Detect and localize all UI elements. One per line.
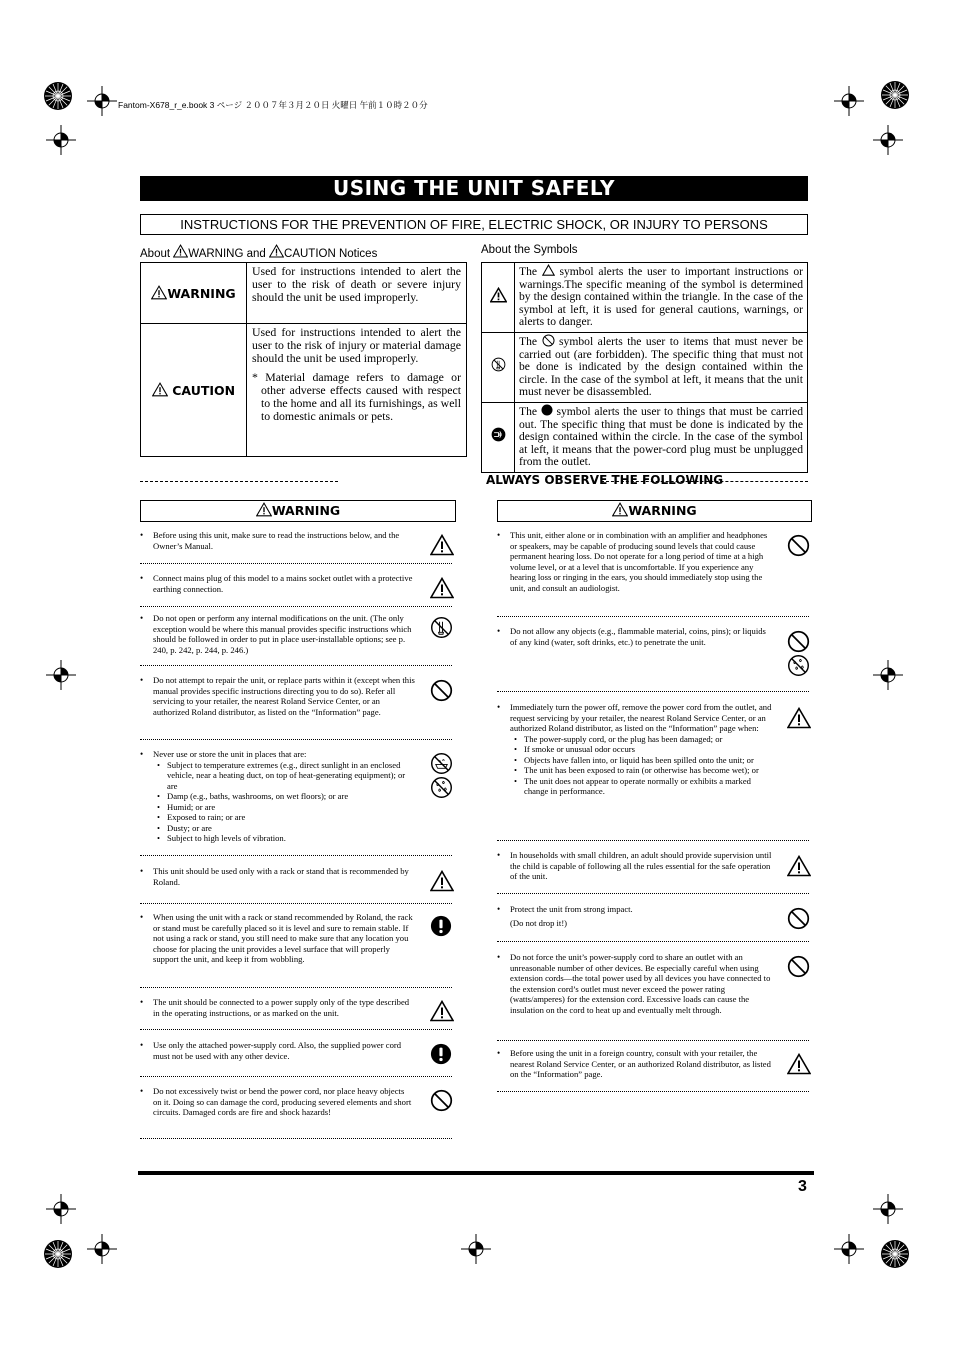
warning-sub-item: • Objects have fallen into, or liquid has been spilled onto the unit; or [510, 755, 772, 766]
print-header: Fantom-X678_r_e.book 3 ページ ２００７年３月２０日 火曜日 午前１０時２０分 [118, 100, 428, 110]
warning-description: Used for instructions intended to alert the user to the risk of death or severe injury should the unit be used improperly. [247, 263, 467, 324]
warning-sub-item: • Subject to temperature extremes (e.g., direct sunlight in an enclosed vehicle, near a heating duct, on top of heat-generating equipment); or are [153, 760, 415, 792]
warning-sub-item: • If smoke or unusual odor occurs [510, 744, 772, 755]
caution-triangle-icon [430, 1000, 454, 1022]
warning-sub-item: • The unit has been exposed to rain (or otherwise has become wet); or [510, 765, 772, 776]
warning-item-text [153, 675, 415, 717]
warning-item-main-text: The unit should be connected to a power supply only of the type described in the operating instructions, or as marked on the unit. [153, 997, 410, 1018]
no-disassembly-icon [430, 616, 453, 639]
warning-item-text [510, 904, 772, 928]
registration-crosshair [873, 1194, 903, 1224]
warning-item-main-text: Immediately turn the power off, remove the power cord from the outlet, and request servicing by your retailer, the nearest Roland Service Center, or an authorized Roland distributor, as listed on the “Information” page when: [510, 702, 772, 733]
warning-sub-item: • Dusty; or are [153, 823, 415, 834]
warning-item-text [153, 749, 415, 844]
warning-item-text [153, 1086, 415, 1118]
item-separator [140, 1029, 452, 1030]
symbols-table [481, 262, 808, 473]
caution-footnote: * Material damage refers to damage or other adverse effects caused with respect to the home and all its furnishings, as well to domestic animals or pets. [252, 370, 461, 423]
bullet: • [140, 573, 144, 583]
symbols-heading: About the Symbols [481, 244, 578, 256]
prohibited-icon [430, 1089, 453, 1112]
bullet: • [497, 952, 501, 962]
bullet: • [140, 1086, 144, 1096]
warning-item-text [153, 613, 415, 655]
no-disassembly-icon [491, 357, 506, 372]
registration-crosshair [87, 86, 117, 116]
prohibited-icon [430, 679, 453, 702]
registration-star-mark [880, 80, 910, 110]
bullet: • [497, 904, 501, 914]
warning-sub-item: • Subject to high levels of vibration. [153, 833, 415, 844]
bullet: • [140, 530, 144, 540]
warning-sub-list [510, 734, 772, 797]
registration-crosshair [873, 660, 903, 690]
warning-sub-item: • The unit does not appear to operate normally or exhibits a marked change in performance. [510, 776, 772, 797]
symbol-mandatory-description: The symbol alerts the user to things that must be carried out. The specific thing that must be done is indicated by the design contained within the circle. In the case of the symbol at left, it means that the power-cord plug must be unplugged from the outlet. [515, 402, 808, 472]
registration-crosshair [46, 660, 76, 690]
caution-triangle-icon [430, 534, 454, 556]
page-number: 3 [798, 1178, 807, 1195]
always-observe-divider [140, 473, 808, 489]
warning-item-main-text: Connect mains plug of this model to a mains socket outlet with a protective earthing connection. [153, 573, 413, 594]
item-separator [140, 903, 452, 904]
warning-item-text [510, 530, 772, 593]
registration-crosshair [46, 1194, 76, 1224]
caution-triangle-icon [430, 577, 454, 599]
bullet: • [497, 1048, 501, 1058]
item-separator [497, 1091, 809, 1092]
warning-item-text [153, 530, 415, 551]
bullet: • [140, 749, 144, 759]
bullet: • [140, 675, 144, 685]
warning-item-main-text: Do not allow any objects (e.g., flammable material, coins, pins); or liquids of any kind (water, soft drinks, etc.) to penetrate the unit. [510, 626, 766, 647]
prohibited-icon [787, 630, 810, 653]
warning-item-main-text: Never use or store the unit in places that are: [153, 749, 307, 759]
item-separator [140, 987, 452, 988]
item-separator [497, 616, 809, 617]
warning-item-text [510, 850, 772, 882]
warning-triangle-icon [256, 502, 272, 517]
caution-label-cell: CAUTION [141, 324, 247, 457]
warning-item-text [510, 702, 772, 797]
mandatory-action-icon [430, 1043, 452, 1065]
item-separator [140, 855, 452, 856]
general-caution-icon [490, 287, 507, 303]
right-warning-header: WARNING [497, 500, 812, 522]
warning-item-text [510, 952, 772, 1015]
warning-item-main-text: This unit, either alone or in combination with an amplifier and headphones or speakers, may be capable of producing sound levels that could cause permanent hearing loss. Do not operate for a long period of time at a high volume level, or at a level that is uncomfortable. If you experience any hearing loss or ringing in the ears, you should immediately stop using the unit, and consult an audiologist. [510, 530, 768, 593]
warning-item-main-text: This unit should be used only with a rack or stand that is recommended by Roland. [153, 866, 409, 887]
warning-sub-item: • The power-supply cord, or the plug has been damaged; or [510, 734, 772, 745]
warning-triangle-icon [612, 502, 628, 517]
warning-item-text [153, 912, 415, 965]
always-observe-heading: ALWAYS OBSERVE THE FOLLOWING [486, 473, 724, 487]
warning-item-text [153, 997, 415, 1018]
registration-star-mark [43, 1239, 73, 1269]
caution-triangle-icon [787, 707, 811, 729]
unplug-icon [491, 427, 506, 442]
registration-crosshair [87, 1234, 117, 1264]
bullet: • [497, 702, 501, 712]
symbol-prohibited-description: The symbol alerts the user to items that must never be carried out (are forbidden). The specific thing that must not be done is indicated by the design contained within the circle. In the case of the symbol at left, it means that the unit must never be disassembled. [515, 332, 808, 402]
triangle-icon [542, 264, 555, 276]
caution-triangle-icon [152, 382, 168, 397]
warning-sub-item: • Exposed to rain; or are [153, 812, 415, 823]
symbol-triangle-description: The symbol alerts the user to important instructions or warnings.The specific meaning of the symbol is determined by the design contained within the triangle. In the case of the symbol at left, it is used for general cautions, warnings, or alerts to danger. [515, 263, 808, 333]
left-warning-header: WARNING [140, 500, 456, 522]
warning-item-main-text: When using the unit with a rack or stand recommended by Roland, the rack or stand must be carefully placed so it is level and sure to remain stable. If not using a rack or stand, you still need to make sure that any location you choose for placing the unit provides a level surface that will properly support the unit, and keep it from wobbling. [153, 912, 413, 964]
prohibited-icon [787, 907, 810, 930]
footer-rule [138, 1171, 814, 1175]
warning-item-main-text: Before using this unit, make sure to read the instructions below, and the Owner’s Manual. [153, 530, 400, 551]
caution-triangle-icon [787, 1053, 811, 1075]
item-separator [497, 941, 809, 942]
prohibited-icon [787, 534, 810, 557]
warning-item-main-text: Do not excessively twist or bend the power cord, nor place heavy objects on it. Doing so can damage the cord, producing severed elements and short circuits. Damaged cords are fire and shock hazards! [153, 1086, 412, 1117]
warning-item-text [153, 1040, 415, 1061]
registration-star-mark [43, 81, 73, 111]
warning-item-main-text: Before using the unit in a foreign country, consult with your retailer, the nearest Roland Service Center, or an authorized Roland distributor, as listed on the “Information” page. [510, 1048, 771, 1079]
warning-triangle-icon [151, 285, 167, 300]
item-separator [140, 1138, 452, 1139]
prohibited-icon [542, 334, 555, 347]
warning-item-extra: (Do not drop it!) [510, 917, 568, 928]
item-separator [497, 893, 809, 894]
bullet: • [140, 912, 144, 922]
notices-heading: About WARNING and CAUTION Notices [140, 244, 377, 260]
caution-triangle-icon [787, 855, 811, 877]
item-separator [140, 1076, 452, 1077]
registration-crosshair [873, 125, 903, 155]
page-subtitle: INSTRUCTIONS FOR THE PREVENTION OF FIRE, ELECTRIC SHOCK, OR INJURY TO PERSONS [140, 214, 808, 235]
bullet: • [140, 997, 144, 1007]
filled-circle-icon [541, 404, 553, 416]
item-separator [140, 665, 452, 666]
warning-item-main-text: Do not open or perform any internal modifications on the unit. (The only exception would be where this manual provides specific instructions which should be followed in order to put in place user-installable options; see p. 240, p. 242, p. 244, p. 246.) [153, 613, 412, 655]
warning-sub-item: • Damp (e.g., baths, washrooms, on wet floors); or are [153, 791, 415, 802]
caution-description: Used for instructions intended to alert the user to the risk of injury or material damage should the unit be used improperly. * Material damage refers to damage or other adverse effects caused with respect to the home and all its furnishings, as well to domestic animals or pets. [247, 324, 467, 457]
warning-item-main-text: Protect the unit from strong impact. [510, 904, 633, 914]
item-separator [140, 606, 452, 607]
caution-triangle-icon [269, 244, 284, 258]
warning-item-text [510, 626, 772, 647]
registration-crosshair [834, 1234, 864, 1264]
registration-crosshair [834, 86, 864, 116]
no-wet-location-icon [430, 752, 453, 775]
no-water-icon [787, 654, 810, 677]
bullet: • [497, 626, 501, 636]
warning-label-cell: WARNING [141, 263, 247, 324]
item-separator [140, 739, 452, 740]
warning-item-text [153, 573, 415, 594]
warning-item-main-text: Use only the attached power-supply cord. Also, the supplied power cord must not be used with any other device. [153, 1040, 402, 1061]
warning-sub-item: • Humid; or are [153, 802, 415, 813]
warning-item-text [153, 866, 415, 887]
page-title: USING THE UNIT SAFELY [140, 176, 808, 201]
item-separator [140, 563, 452, 564]
prohibited-icon [787, 955, 810, 978]
warning-item-text [510, 1048, 772, 1080]
caution-triangle-icon [430, 870, 454, 892]
notices-table [140, 262, 467, 457]
registration-crosshair [46, 125, 76, 155]
warning-item-main-text: In households with small children, an adult should provide supervision until the child is capable of following all the rules essential for the safe operation of the unit. [510, 850, 772, 881]
registration-crosshair [461, 1234, 491, 1264]
bullet: • [140, 613, 144, 623]
no-water-icon [430, 776, 453, 799]
warning-triangle-icon [173, 244, 188, 258]
registration-star-mark [880, 1239, 910, 1269]
warning-item-main-text: Do not force the unit’s power-supply cord to share an outlet with an unreasonable number of other devices. Be especially careful when using extension cords—the total power used by all devices you have connected to the extension cord’s outlet must never exceed the power rating (watts/amperes) for the extension cord. Excessive loads can cause the insulation on the cord to heat up and eventually melt through. [510, 952, 771, 1015]
bullet: • [497, 850, 501, 860]
bullet: • [140, 866, 144, 876]
warning-item-main-text: Do not attempt to repair the unit, or replace parts within it (except when this manual provides specific instructions directing you to do so). Refer all servicing to your retailer, the nearest Roland Service Center, or an authorized Roland distributor, as listed on the “Information” page. [153, 675, 415, 717]
item-separator [497, 691, 809, 692]
mandatory-action-icon [430, 915, 452, 937]
item-separator [497, 1040, 809, 1041]
bullet: • [497, 530, 501, 540]
warning-sub-list [153, 760, 415, 844]
item-separator [497, 840, 809, 841]
bullet: • [140, 1040, 144, 1050]
